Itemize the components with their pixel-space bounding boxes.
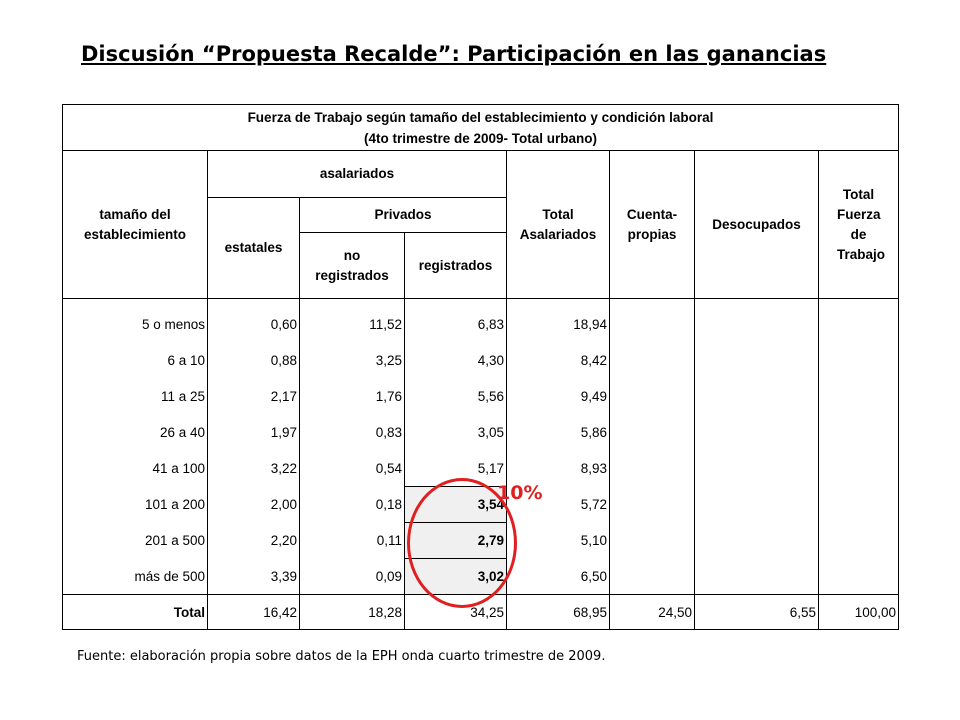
- total-fuerza-body: [819, 299, 899, 595]
- row-registrados: 3,02: [405, 559, 507, 595]
- total-total-fuerza: 100,00: [819, 595, 899, 630]
- row-registrados: 5,17: [405, 451, 507, 487]
- row-registrados: 3,54: [405, 487, 507, 523]
- row-no-registrados: 0,18: [300, 487, 405, 523]
- row-registrados: 3,05: [405, 415, 507, 451]
- total-desocupados: 6,55: [695, 595, 819, 630]
- row-no-registrados: 3,25: [300, 343, 405, 379]
- total-registrados: 34,25: [405, 595, 507, 630]
- total-cuenta-propias: 24,50: [610, 595, 695, 630]
- row-label: 101 a 200: [63, 487, 208, 523]
- row-total-asalariados: 8,93: [507, 451, 610, 487]
- header-estatales: estatales: [208, 198, 300, 299]
- row-estatales: 3,22: [208, 451, 300, 487]
- row-registrados: 6,83: [405, 299, 507, 343]
- total-label: Total: [63, 595, 208, 630]
- row-total-asalariados: 5,86: [507, 415, 610, 451]
- header-cuenta-propias: Cuenta-propias: [610, 151, 695, 299]
- header-total-asalariados: Total Asalariados: [507, 151, 610, 299]
- row-estatales: 2,17: [208, 379, 300, 415]
- table-row: [63, 299, 899, 343]
- row-total-asalariados: 18,94: [507, 299, 610, 343]
- row-estatales: 1,97: [208, 415, 300, 451]
- header-tamano: tamaño del establecimiento: [63, 151, 208, 299]
- cuenta-propias-body: [610, 299, 695, 595]
- row-estatales: 0,60: [208, 299, 300, 343]
- row-label: 26 a 40: [63, 415, 208, 451]
- row-estatales: 2,20: [208, 523, 300, 559]
- header-privados: Privados: [300, 198, 507, 233]
- caption-line-2: (4to trimestre de 2009- Total urbano): [363, 130, 598, 146]
- caption-line-1: Fuerza de Trabajo según tamaño del establecimiento y condición laboral: [247, 109, 714, 125]
- desocupados-body: [695, 299, 819, 595]
- row-estatales: 3,39: [208, 559, 300, 595]
- row-label: 6 a 10: [63, 343, 208, 379]
- table-caption: [63, 105, 899, 151]
- total-estatales: 16,42: [208, 595, 300, 630]
- row-registrados: 4,30: [405, 343, 507, 379]
- row-label: 201 a 500: [63, 523, 208, 559]
- row-estatales: 0,88: [208, 343, 300, 379]
- row-label: 11 a 25: [63, 379, 208, 415]
- page-title: Discusión “Propuesta Recalde”: Participación en las ganancias: [81, 42, 827, 66]
- row-label: 41 a 100: [63, 451, 208, 487]
- row-total-asalariados: 6,50: [507, 559, 610, 595]
- row-label: 5 o menos: [63, 299, 208, 343]
- header-no-registrados: no registrados: [300, 233, 405, 299]
- row-registrados: 5,56: [405, 379, 507, 415]
- source-note: Fuente: elaboración propia sobre datos de la EPH onda cuarto trimestre de 2009.: [77, 649, 606, 664]
- header-asalariados: asalariados: [208, 151, 507, 198]
- row-total-asalariados: 8,42: [507, 343, 610, 379]
- header-registrados: registrados: [405, 233, 507, 299]
- header-total-fuerza: Total Fuerza de Trabajo: [819, 151, 899, 299]
- row-registrados: 2,79: [405, 523, 507, 559]
- row-no-registrados: 1,76: [300, 379, 405, 415]
- row-total-asalariados: 9,49: [507, 379, 610, 415]
- total-no-registrados: 18,28: [300, 595, 405, 630]
- header-desocupados: Desocupados: [695, 151, 819, 299]
- row-label: más de 500: [63, 559, 208, 595]
- total-total-asalariados: 68,95: [507, 595, 610, 630]
- annotation-percent: 10%: [497, 482, 543, 504]
- row-no-registrados: 0,11: [300, 523, 405, 559]
- row-no-registrados: 11,52: [300, 299, 405, 343]
- row-total-asalariados: 5,72: [507, 487, 610, 523]
- row-no-registrados: 0,83: [300, 415, 405, 451]
- row-estatales: 2,00: [208, 487, 300, 523]
- row-no-registrados: 0,09: [300, 559, 405, 595]
- row-total-asalariados: 5,10: [507, 523, 610, 559]
- row-no-registrados: 0,54: [300, 451, 405, 487]
